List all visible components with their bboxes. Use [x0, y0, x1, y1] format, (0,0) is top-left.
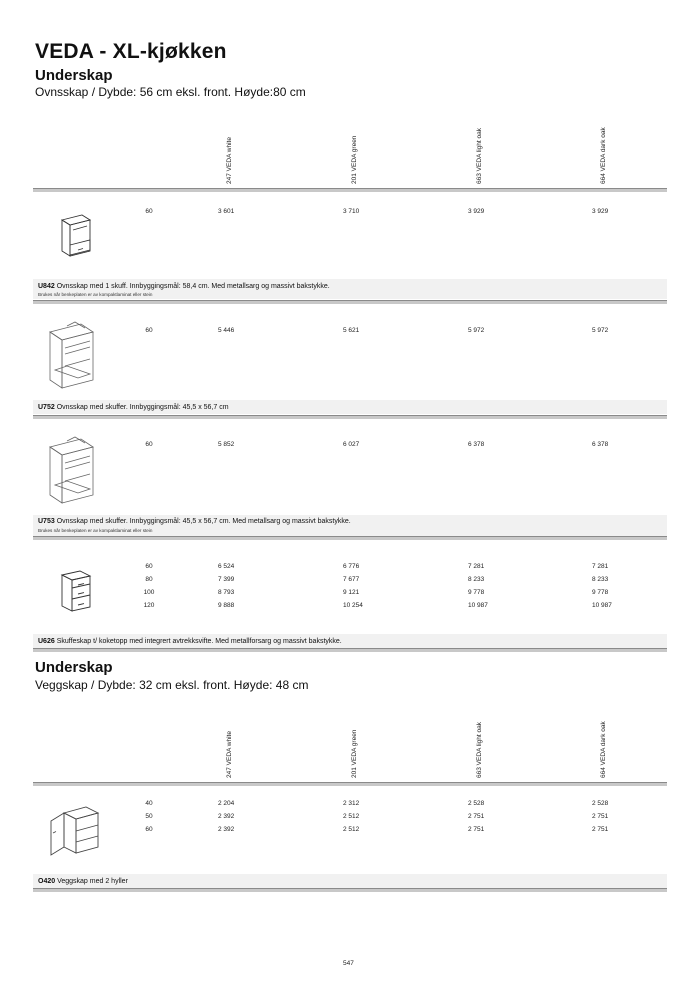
header-divider — [33, 782, 667, 786]
price-cell: 5 972 — [468, 327, 485, 334]
price-cell: 7 677 — [343, 576, 360, 583]
width-value: 80 — [145, 576, 153, 583]
product-description: U626 Skuffeskap t/ koketopp med integrert avtrekksvifte. Med metallforsarg og massivt bakstykke. — [38, 638, 342, 645]
product-code: U752 — [38, 404, 55, 411]
section-subheading: Ovnsskap / Dybde: 56 cm eksl. front. Høyde:80 cm — [35, 85, 306, 99]
price-cell: 9 121 — [343, 589, 360, 596]
row-divider — [33, 415, 667, 419]
section-heading: Underskap — [35, 659, 113, 676]
price-cell: 5 621 — [343, 327, 360, 334]
price-cell: 5 972 — [592, 327, 609, 334]
page-number: 547 — [343, 960, 354, 967]
price-cell: 7 399 — [218, 576, 235, 583]
header-divider — [33, 188, 667, 192]
column-header: 247 VEDA white — [226, 731, 233, 778]
row-divider — [33, 300, 667, 304]
price-cell: 2 528 — [468, 800, 485, 807]
price-cell: 6 027 — [343, 441, 360, 448]
price-cell: 2 751 — [592, 826, 609, 833]
product-description: U753 Ovnsskap med skuffer. Innbyggingsmål: 45,5 x 56,7 cm. Med metallsarg og massivt bakstykke. — [38, 518, 351, 525]
oven-cabinet-drawers-illustration — [47, 435, 97, 507]
width-value: 40 — [145, 800, 153, 807]
price-cell: 3 710 — [343, 208, 360, 215]
price-cell: 6 524 — [218, 563, 235, 570]
product-code: O420 — [38, 878, 56, 885]
wall-cabinet-illustration — [48, 803, 100, 857]
product-description: U752 Ovnsskap med skuffer. Innbyggingsmål: 45,5 x 56,7 cm — [38, 404, 229, 411]
price-cell: 3 929 — [592, 208, 609, 215]
product-description-band — [33, 874, 667, 888]
row-divider — [33, 888, 667, 892]
price-cell: 2 512 — [343, 813, 360, 820]
column-header: 247 VEDA white — [226, 137, 233, 184]
column-header: 201 VEDA green — [351, 135, 358, 184]
price-cell: 8 793 — [218, 589, 235, 596]
row-divider — [33, 648, 667, 652]
product-note: Brukes når benkeplaten er av kompaktlaminat eller stein — [38, 528, 153, 533]
price-cell: 5 852 — [218, 441, 235, 448]
width-value: 60 — [145, 826, 153, 833]
page-title: VEDA - XL-kjøkken — [35, 40, 227, 63]
price-cell: 10 987 — [592, 602, 612, 609]
section-subheading: Veggskap / Dybde: 32 cm eksl. front. Høyde: 48 cm — [35, 678, 309, 692]
price-cell: 10 254 — [343, 602, 363, 609]
price-cell: 7 281 — [592, 563, 609, 570]
section-heading: Underskap — [35, 67, 113, 84]
price-cell: 2 751 — [468, 813, 485, 820]
column-header: 201 VEDA green — [351, 729, 358, 778]
width-value: 60 — [145, 208, 153, 215]
price-cell: 2 392 — [218, 826, 235, 833]
column-header: 663 VEDA light oak — [476, 127, 483, 184]
price-cell: 8 233 — [468, 576, 485, 583]
product-code: U626 — [38, 638, 55, 645]
product-description: U842 Ovnsskap med 1 skuff. Innbyggingsmål: 58,4 cm. Med metallsarg og massivt bakstykke. — [38, 283, 330, 290]
price-cell: 3 601 — [218, 208, 235, 215]
price-cell: 2 204 — [218, 800, 235, 807]
column-header: 663 VEDA light oak — [476, 721, 483, 778]
product-description: O420 Veggskap med 2 hyller — [38, 878, 128, 885]
product-note: Brukes når benkeplaten er av kompaktlaminat eller stein — [38, 292, 153, 297]
price-cell: 2 751 — [592, 813, 609, 820]
price-cell: 3 929 — [468, 208, 485, 215]
oven-cabinet-1-drawer-illustration — [58, 212, 94, 260]
oven-cabinet-drawers-illustration — [47, 320, 97, 392]
product-code: U842 — [38, 283, 55, 290]
width-value: 100 — [143, 589, 155, 596]
price-cell: 2 512 — [343, 826, 360, 833]
price-cell: 2 751 — [468, 826, 485, 833]
price-cell: 9 778 — [592, 589, 609, 596]
price-cell: 2 392 — [218, 813, 235, 820]
product-code: U753 — [38, 518, 55, 525]
width-value: 50 — [145, 813, 153, 820]
price-cell: 10 987 — [468, 602, 488, 609]
price-cell: 6 776 — [343, 563, 360, 570]
row-divider — [33, 536, 667, 540]
column-header: 664 VEDA dark oak — [600, 721, 607, 778]
price-cell: 6 378 — [468, 441, 485, 448]
column-header: 664 VEDA dark oak — [600, 127, 607, 184]
drawer-cabinet-illustration — [60, 569, 92, 615]
price-cell: 7 281 — [468, 563, 485, 570]
width-value: 60 — [145, 441, 153, 448]
price-cell: 9 888 — [218, 602, 235, 609]
width-value: 60 — [145, 563, 153, 570]
price-cell: 5 446 — [218, 327, 235, 334]
width-value: 60 — [145, 327, 153, 334]
price-cell: 8 233 — [592, 576, 609, 583]
price-cell: 6 378 — [592, 441, 609, 448]
price-cell: 2 312 — [343, 800, 360, 807]
width-value: 120 — [143, 602, 155, 609]
price-cell: 9 778 — [468, 589, 485, 596]
price-cell: 2 528 — [592, 800, 609, 807]
